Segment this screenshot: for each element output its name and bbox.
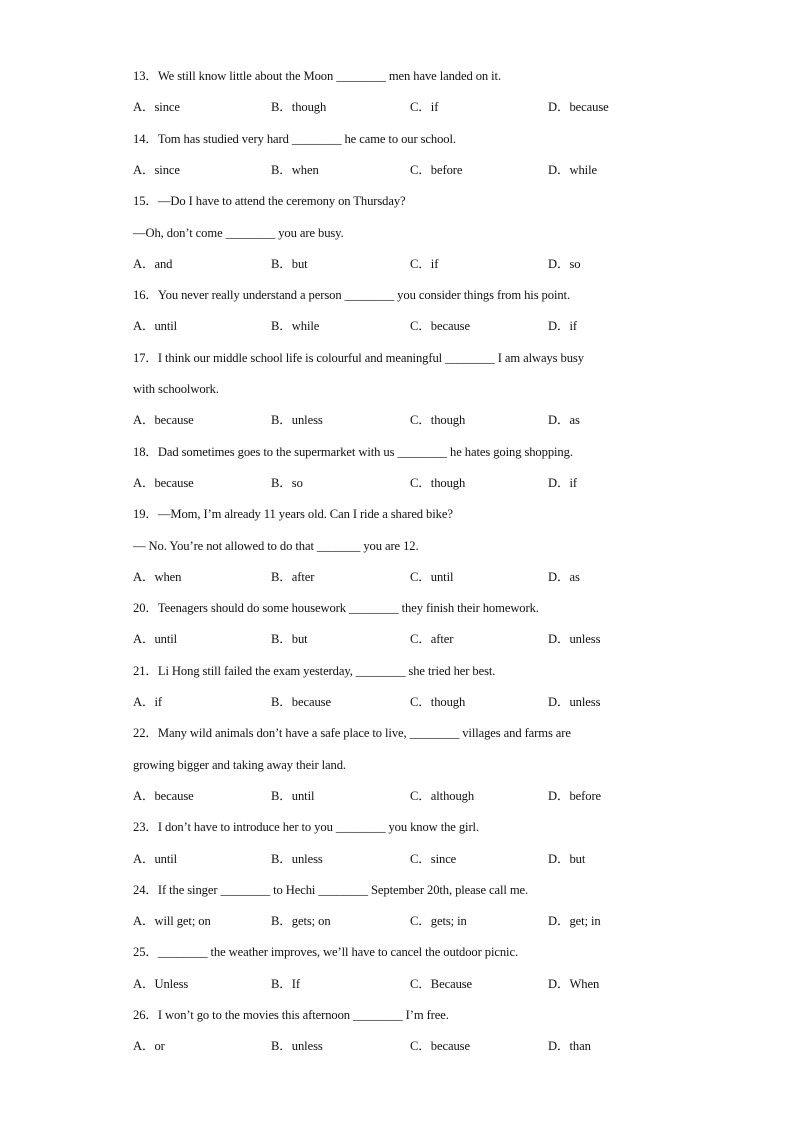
question-stem: 26．I won’t go to the movies this afternoon ________ I’m free. bbox=[133, 1008, 449, 1022]
answer-option: C．if bbox=[410, 256, 439, 271]
answer-option: A．because bbox=[133, 475, 194, 490]
answer-option: A．since bbox=[133, 162, 180, 177]
answer-option: A．and bbox=[133, 256, 173, 271]
question-stem-continued: with schoolwork. bbox=[133, 382, 219, 396]
question-stem: 25．________ the weather improves, we’ll have to cancel the outdoor picnic. bbox=[133, 945, 518, 960]
answer-option: A．until bbox=[133, 851, 178, 866]
answer-option: A．until bbox=[133, 632, 178, 647]
answer-option: B．If bbox=[271, 976, 300, 991]
answer-option: A．because bbox=[133, 788, 194, 803]
answer-option: A．or bbox=[133, 1039, 165, 1054]
answer-option: B．unless bbox=[271, 1039, 323, 1054]
answer-option: B．gets; on bbox=[271, 914, 331, 929]
answer-option: B．unless bbox=[271, 413, 323, 428]
answer-option: D．as bbox=[548, 569, 580, 584]
question-stem: 19．—Mom, I’m already 11 years old. Can I ride a shared bike? bbox=[133, 507, 453, 522]
answer-option: C．because bbox=[410, 1039, 470, 1054]
answer-option: B．unless bbox=[271, 851, 323, 866]
answer-option: C．Because bbox=[410, 976, 473, 991]
question-stem-continued: — No. You’re not allowed to do that _______ you are 12. bbox=[133, 538, 419, 553]
answer-option: A．since bbox=[133, 100, 180, 115]
answer-option: C．since bbox=[410, 851, 457, 866]
question-stem: 16．You never really understand a person ________ you consider things from his point. bbox=[133, 288, 570, 303]
answer-option: C．before bbox=[410, 162, 463, 177]
answer-option: B．but bbox=[271, 632, 308, 647]
answer-option: D．get; in bbox=[548, 914, 601, 929]
answer-option: D．as bbox=[548, 413, 580, 428]
answer-option: C．after bbox=[410, 632, 454, 647]
question-stem: 22．Many wild animals don’t have a safe place to live, ________ villages and farms are bbox=[133, 726, 571, 741]
answer-option: A．if bbox=[133, 695, 162, 709]
answer-option: D．because bbox=[548, 100, 609, 115]
question-stem: 15．—Do I have to attend the ceremony on Thursday? bbox=[133, 194, 406, 209]
question-stem: 20．Teenagers should do some housework ________ they finish their homework. bbox=[133, 601, 539, 616]
answer-option: C．though bbox=[410, 413, 466, 428]
question-stem-continued: growing bigger and taking away their land. bbox=[133, 757, 346, 772]
answer-option: C．if bbox=[410, 100, 439, 115]
answer-option: C．until bbox=[410, 569, 454, 584]
answer-option: D．if bbox=[548, 475, 577, 490]
answer-option: C．though bbox=[410, 475, 466, 490]
answer-option: B．when bbox=[271, 162, 319, 177]
answer-option: B．though bbox=[271, 100, 327, 115]
answer-option: A．when bbox=[133, 569, 182, 584]
question-stem: 24．If the singer ________ to Hechi ________ September 20th, please call me. bbox=[133, 882, 529, 897]
answer-option: B．because bbox=[271, 695, 331, 709]
answer-option: D．while bbox=[548, 162, 597, 177]
answer-option: D．unless bbox=[548, 695, 601, 709]
answer-option: B．after bbox=[271, 569, 315, 584]
answer-option: C．because bbox=[410, 319, 470, 334]
answer-option: C．although bbox=[410, 788, 475, 803]
answer-option: D．before bbox=[548, 788, 602, 803]
answer-option: D．if bbox=[548, 319, 577, 334]
question-stem-continued: —Oh, don’t come ________ you are busy. bbox=[133, 225, 344, 240]
answer-option: D．but bbox=[548, 851, 586, 866]
question-stem: 23．I don’t have to introduce her to you ________ you know the girl. bbox=[133, 820, 479, 835]
question-stem: 13．We still know little about the Moon ________ men have landed on it. bbox=[133, 69, 501, 83]
answer-option: B．but bbox=[271, 256, 308, 271]
answer-option: D．unless bbox=[548, 632, 601, 647]
answer-option: B．so bbox=[271, 475, 303, 490]
question-stem: 14．Tom has studied very hard ________ he came to our school. bbox=[133, 131, 456, 146]
answer-option: C．though bbox=[410, 695, 466, 709]
answer-option: D．so bbox=[548, 256, 581, 271]
question-stem: 18．Dad sometimes goes to the supermarket with us ________ he hates going shopping. bbox=[133, 444, 573, 459]
answer-option: A．until bbox=[133, 319, 178, 334]
answer-option: B．until bbox=[271, 788, 315, 803]
answer-option: A．Unless bbox=[133, 976, 189, 991]
answer-option: D．than bbox=[548, 1039, 591, 1054]
question-stem: 21．Li Hong still failed the exam yesterday, ________ she tried her best. bbox=[133, 663, 496, 678]
answer-option: B．while bbox=[271, 319, 320, 334]
answer-option: A．will get; on bbox=[133, 914, 211, 929]
answer-option: D．When bbox=[548, 976, 600, 991]
answer-option: A．because bbox=[133, 413, 194, 428]
question-stem: 17．I think our middle school life is colourful and meaningful ________ I am always busy bbox=[133, 350, 584, 365]
answer-option: C．gets; in bbox=[410, 914, 467, 929]
